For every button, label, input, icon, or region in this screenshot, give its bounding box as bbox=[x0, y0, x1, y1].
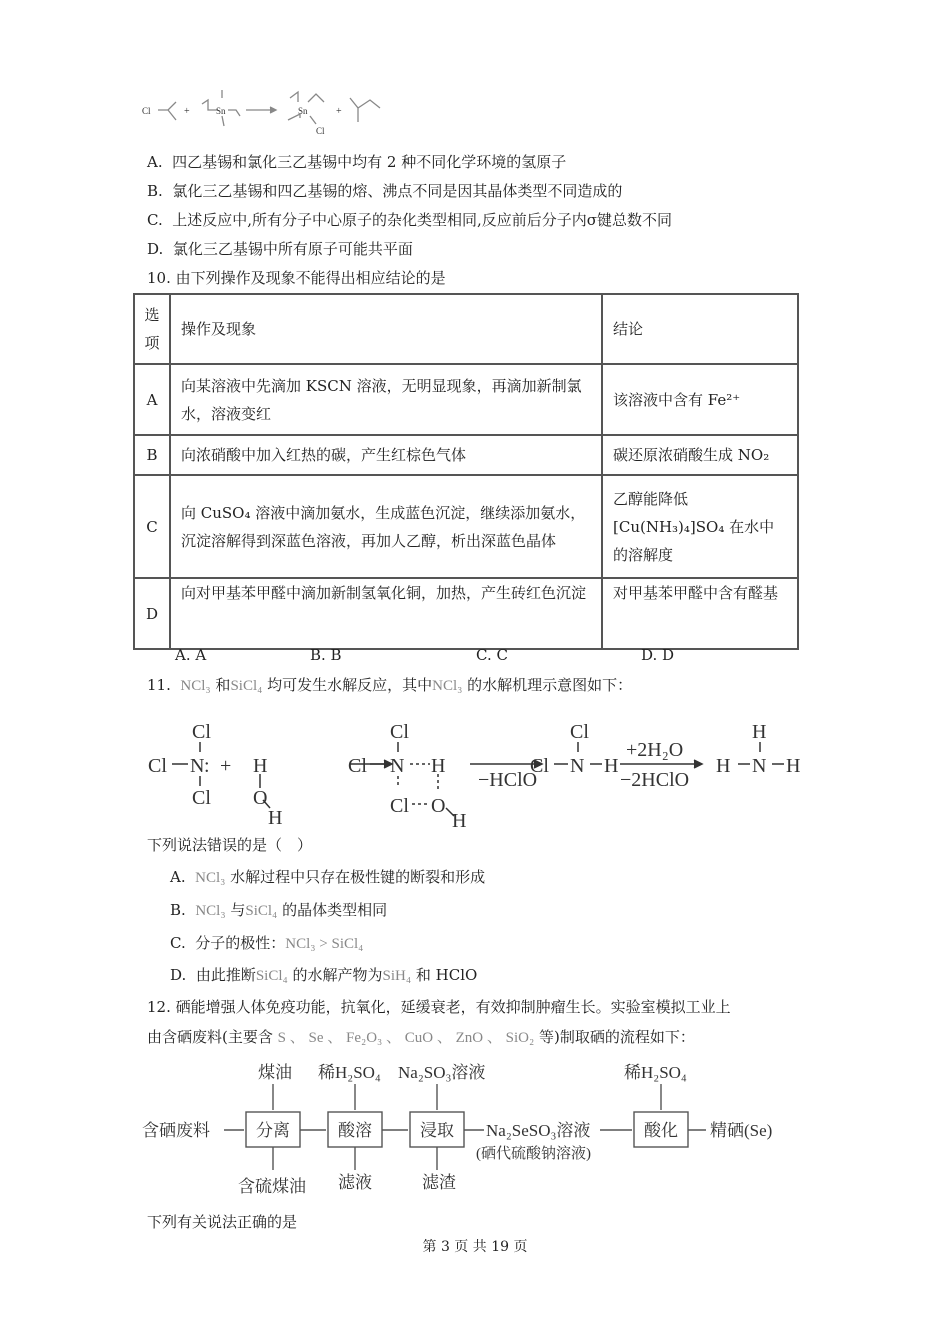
q11-option-b: B. NCl₃ 与SiCl₄ 的晶体类型相同 bbox=[170, 901, 388, 919]
svg-text:H: H bbox=[452, 810, 467, 832]
page-footer: 第 3 页 共 19 页 bbox=[422, 1239, 528, 1255]
svg-text:Cl: Cl bbox=[192, 787, 211, 809]
svg-text:+: + bbox=[336, 106, 342, 117]
svg-text:Cl: Cl bbox=[192, 721, 211, 743]
flow-step: 分离 bbox=[256, 1121, 290, 1140]
q9-option-a: A. 四乙基锡和氯化三乙基锡中均有 2 种不同化学环境的氢原子 bbox=[147, 153, 567, 171]
q10-table bbox=[133, 293, 799, 650]
q10-stem: 10. 由下列操作及现象不能得出相应结论的是 bbox=[147, 269, 446, 287]
q9-reaction-diagram bbox=[140, 88, 400, 138]
ncl3-hydrolysis-mechanism bbox=[140, 712, 820, 832]
q10-answer-a: A. A bbox=[175, 646, 207, 664]
flow-step: 浸取 bbox=[420, 1121, 454, 1140]
flow-input: Na₂SO₃溶液 bbox=[398, 1063, 486, 1082]
flow-start: 含硒废料 bbox=[142, 1121, 210, 1140]
sn-label: Sn bbox=[216, 106, 226, 116]
table-row: D 向对甲基苯甲醛中滴加新制氢氧化铜，加热，产生砖红色沉淀 对甲基苯甲醛中含有醛基 bbox=[134, 578, 798, 649]
svg-text:Cl: Cl bbox=[390, 721, 409, 743]
header-conclusion: 结论 bbox=[602, 294, 798, 364]
svg-text:H: H bbox=[752, 721, 767, 743]
cl-label: Cl bbox=[142, 106, 151, 116]
minus-hclo-label: −HClO bbox=[478, 769, 538, 791]
cl-label: Cl bbox=[316, 126, 325, 136]
svg-text:Cl: Cl bbox=[530, 755, 549, 777]
q10-answer-b: B. B bbox=[310, 646, 342, 664]
q11-prompt: 下列说法错误的是（ ） bbox=[147, 836, 313, 854]
q11-option-c: C. 分子的极性：NCl₃ > SiCl₄ bbox=[170, 934, 364, 952]
svg-text:Cl: Cl bbox=[148, 755, 167, 777]
svg-text:+: + bbox=[184, 106, 190, 117]
minus-2hclo-label: −2HClO bbox=[620, 769, 690, 791]
flow-product: 精硒(Se) bbox=[710, 1121, 773, 1140]
svg-text:H: H bbox=[268, 807, 283, 829]
svg-text:Cl: Cl bbox=[570, 721, 589, 743]
svg-text:O: O bbox=[431, 795, 446, 817]
svg-text:H: H bbox=[786, 755, 801, 777]
svg-text:Cl: Cl bbox=[390, 795, 409, 817]
q9-option-c: C. 上述反应中,所有分子中心原子的杂化类型相同,反应前后分子内σ键总数不同 bbox=[147, 211, 673, 229]
q12-line1: 12. 硒能增强人体免疫功能，抗氧化，延缓衰老，有效抑制肿瘤生长。实验室模拟工业上 bbox=[147, 998, 731, 1016]
q10-answer-c: C. C bbox=[476, 646, 508, 664]
svg-text:N: N bbox=[390, 755, 405, 777]
svg-text:N: N bbox=[190, 755, 205, 777]
plus-2h2o-label: +2H₂O bbox=[626, 739, 684, 761]
svg-text:H: H bbox=[604, 755, 619, 777]
table-row: C 向 CuSO₄ 溶液中滴加氨水，生成蓝色沉淀，继续添加氨水，沉淀溶解得到深蓝色溶液，再加人乙醇，析出深蓝色晶体 乙醇能降低 [Cu(NH₃)₄]SO₄ 在水中的溶解度 bbox=[134, 475, 798, 578]
q11-stem: 11. NCl₃ 和SiCl₄ 均可发生水解反应，其中NCl₃ 的水解机理示意图如下： bbox=[147, 676, 633, 694]
flow-input: 煤油 bbox=[258, 1063, 292, 1082]
sn-label: Sn bbox=[298, 106, 308, 116]
flow-step: 酸溶 bbox=[338, 1121, 372, 1140]
selenium-process-flowchart bbox=[140, 1058, 800, 1203]
svg-text::: : bbox=[204, 755, 210, 777]
q9-option-d: D. 氯化三乙基锡中所有原子可能共平面 bbox=[147, 240, 413, 258]
table-row: A 向某溶液中先滴加 KSCN 溶液，无明显现象，再滴加新制氯水，溶液变红 该溶液中含有 Fe²⁺ bbox=[134, 364, 798, 435]
table-header-row bbox=[134, 294, 798, 364]
q11-option-a: A. NCl₃ 水解过程中只存在极性键的断裂和形成 bbox=[170, 868, 486, 886]
flow-step: 酸化 bbox=[644, 1121, 678, 1140]
svg-text:Cl: Cl bbox=[348, 755, 367, 777]
svg-text:H: H bbox=[253, 755, 268, 777]
q12-prompt: 下列有关说法正确的是 bbox=[147, 1213, 298, 1231]
flow-output: 滤渣 bbox=[422, 1173, 456, 1192]
flow-input: 稀H₂SO₄ bbox=[318, 1063, 381, 1082]
svg-text:+: + bbox=[220, 755, 232, 777]
svg-text:O: O bbox=[253, 787, 268, 809]
flow-output: 滤液 bbox=[338, 1173, 372, 1192]
flow-intermediate: Na₂SeSO₃溶液 bbox=[486, 1121, 591, 1140]
q11-option-d: D. 由此推断SiCl₄ 的水解产物为SiH₄ 和 HClO bbox=[170, 966, 478, 984]
q10-answer-d: D. D bbox=[641, 646, 675, 664]
svg-text:N: N bbox=[752, 755, 767, 777]
flow-intermediate-note: (硒代硫酸钠溶液) bbox=[476, 1146, 591, 1162]
q12-line2: 由含硒废料(主要含 S 、 Se 、 Fe₂O₃ 、 CuO 、 ZnO 、 SiO₂ 等)制取硒的流程如下： bbox=[147, 1028, 695, 1046]
flow-input: 稀H₂SO₄ bbox=[624, 1063, 687, 1082]
header-option: 选项 bbox=[134, 294, 170, 364]
flow-output: 含硫煤油 bbox=[238, 1177, 306, 1196]
q9-option-b: B. 氯化三乙基锡和四乙基锡的熔、沸点不同是因其晶体类型不同造成的 bbox=[147, 182, 623, 200]
table-row: B 向浓硝酸中加入红热的碳，产生红棕色气体 碳还原浓硝酸生成 NO₂ bbox=[134, 435, 798, 475]
svg-text:N: N bbox=[570, 755, 585, 777]
header-operation: 操作及现象 bbox=[170, 294, 602, 364]
svg-text:H: H bbox=[431, 755, 446, 777]
svg-text:H: H bbox=[716, 755, 731, 777]
